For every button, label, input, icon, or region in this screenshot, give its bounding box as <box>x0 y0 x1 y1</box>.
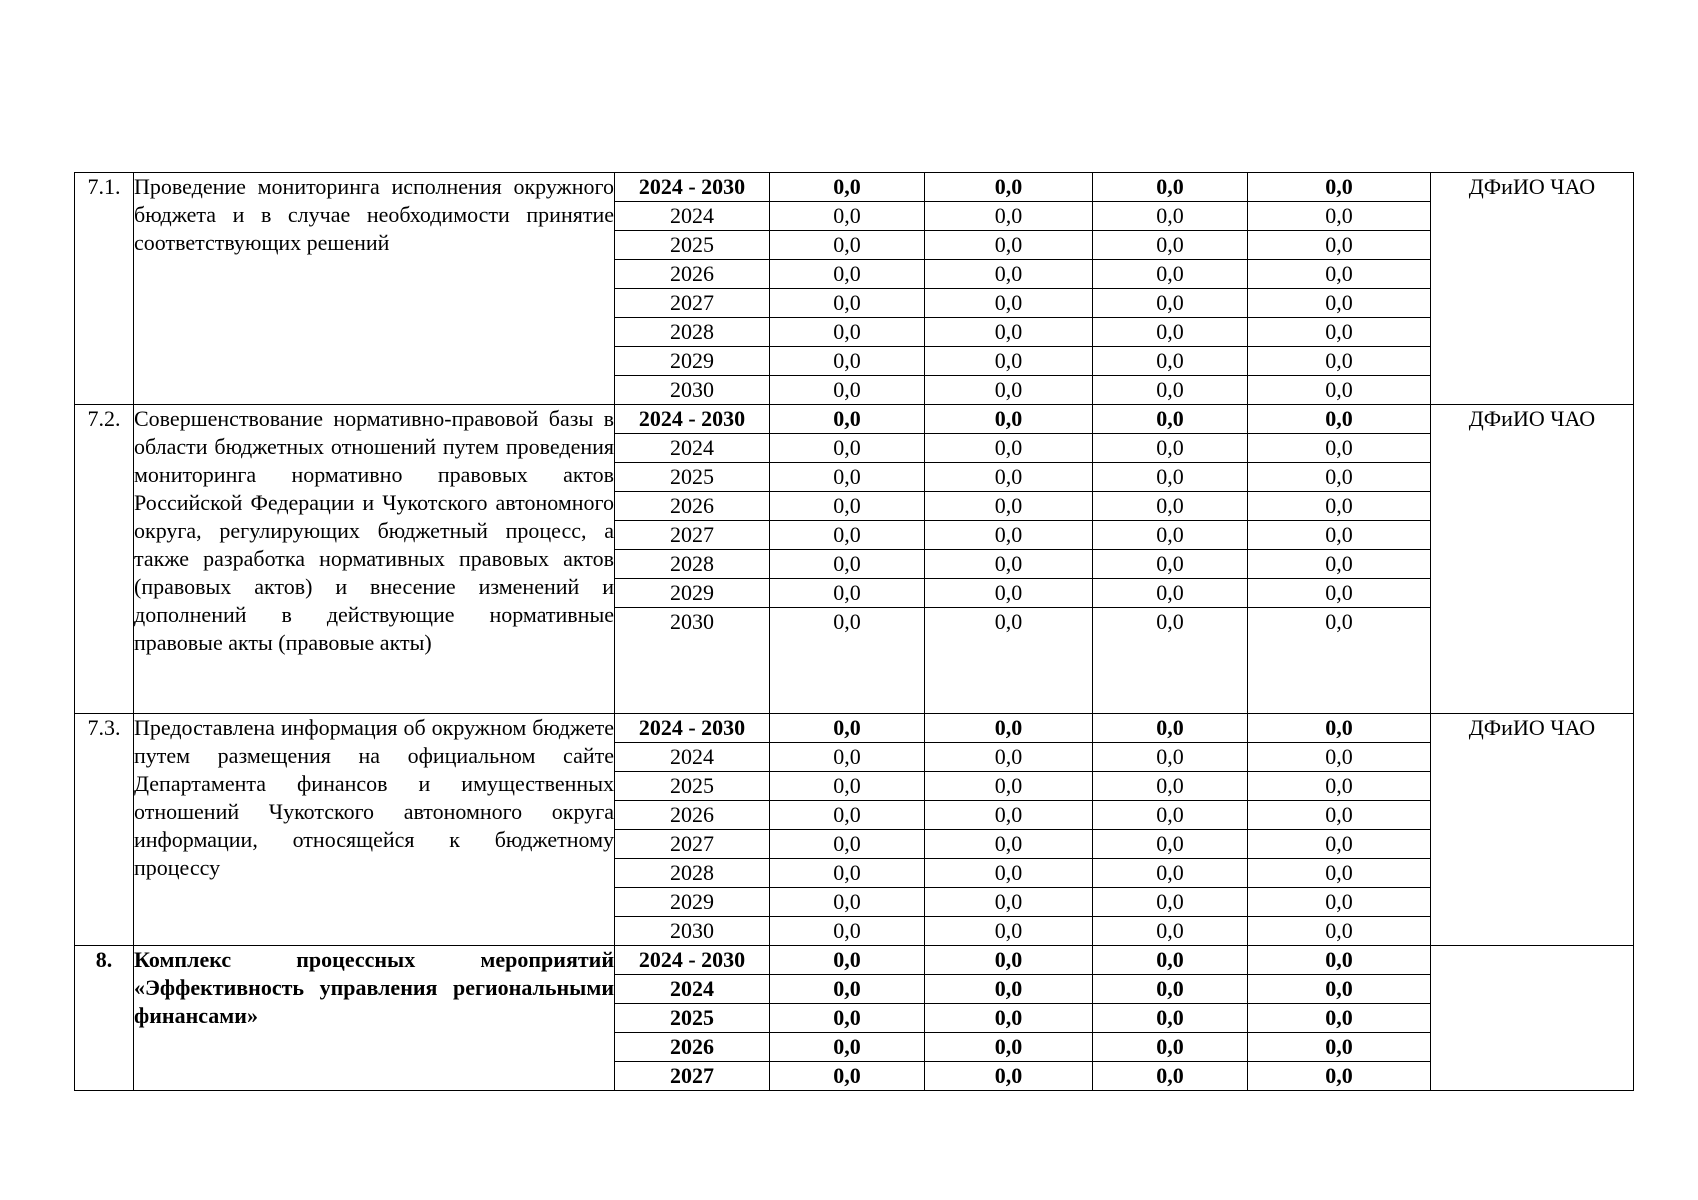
value-cell-2: 0,0 <box>925 202 1093 231</box>
value-cell-2: 0,0 <box>925 376 1093 405</box>
year-cell: 2027 <box>615 521 770 550</box>
value-cell-3: 0,0 <box>1093 434 1248 463</box>
value-cell-3: 0,0 <box>1093 1033 1248 1062</box>
value-cell-3: 0,0 <box>1093 859 1248 888</box>
value-cell-3: 0,0 <box>1093 714 1248 743</box>
item-number: 7.2. <box>75 405 134 714</box>
value-cell-3: 0,0 <box>1093 830 1248 859</box>
value-cell-2: 0,0 <box>925 830 1093 859</box>
responsible-executor: ДФиИО ЧАО <box>1431 405 1634 714</box>
value-cell-1: 0,0 <box>770 859 925 888</box>
value-cell-3: 0,0 <box>1093 289 1248 318</box>
value-cell-1: 0,0 <box>770 888 925 917</box>
value-cell-1: 0,0 <box>770 1033 925 1062</box>
value-cell-3: 0,0 <box>1093 772 1248 801</box>
year-cell: 2024 - 2030 <box>615 714 770 743</box>
value-cell-2: 0,0 <box>925 550 1093 579</box>
value-cell-3: 0,0 <box>1093 260 1248 289</box>
value-cell-4: 0,0 <box>1248 376 1431 405</box>
year-cell: 2027 <box>615 1062 770 1091</box>
year-cell: 2030 <box>615 917 770 946</box>
value-cell-4: 0,0 <box>1248 801 1431 830</box>
item-description: Предоставлена информация об окружном бюджете путем размещения на официальном сайте Департамента финансов и имущественных отношений Чукотского автономного округа информации, относящейся к бюджетному процессу <box>134 714 615 946</box>
value-cell-1: 0,0 <box>770 801 925 830</box>
value-cell-1: 0,0 <box>770 946 925 975</box>
value-cell-1: 0,0 <box>770 463 925 492</box>
item-description: Совершенствование нормативно-правовой базы в области бюджетных отношений путем проведения мониторинга нормативно правовых актов Российской Федерации и Чукотского автономного округа, регулирующих бюджетный процесс, а также разработка нормативных правовых актов (правовых актов) и внесение изменений и дополнений в действующие нормативные правовые акты (правовые акты) <box>134 405 615 714</box>
value-cell-4: 0,0 <box>1248 975 1431 1004</box>
value-cell-2: 0,0 <box>925 405 1093 434</box>
value-cell-1: 0,0 <box>770 260 925 289</box>
value-cell-3: 0,0 <box>1093 521 1248 550</box>
value-cell-2: 0,0 <box>925 801 1093 830</box>
year-cell: 2029 <box>615 579 770 608</box>
budget-table <box>74 172 1634 1091</box>
value-cell-3: 0,0 <box>1093 231 1248 260</box>
value-cell-2: 0,0 <box>925 347 1093 376</box>
value-cell-1: 0,0 <box>770 830 925 859</box>
value-cell-3: 0,0 <box>1093 405 1248 434</box>
value-cell-1: 0,0 <box>770 521 925 550</box>
value-cell-1: 0,0 <box>770 376 925 405</box>
value-cell-2: 0,0 <box>925 1004 1093 1033</box>
value-cell-1: 0,0 <box>770 434 925 463</box>
year-cell: 2030 <box>615 608 770 714</box>
value-cell-3: 0,0 <box>1093 347 1248 376</box>
value-cell-3: 0,0 <box>1093 946 1248 975</box>
item-description: Комплекс процессных мероприятий «Эффективность управления региональными финансами» <box>134 946 615 1091</box>
value-cell-4: 0,0 <box>1248 434 1431 463</box>
year-cell: 2026 <box>615 260 770 289</box>
year-cell: 2026 <box>615 492 770 521</box>
value-cell-4: 0,0 <box>1248 946 1431 975</box>
table-row <box>75 173 1634 202</box>
year-cell: 2027 <box>615 289 770 318</box>
value-cell-2: 0,0 <box>925 492 1093 521</box>
value-cell-4: 0,0 <box>1248 1033 1431 1062</box>
value-cell-1: 0,0 <box>770 714 925 743</box>
table-row <box>75 714 1634 743</box>
value-cell-1: 0,0 <box>770 347 925 376</box>
value-cell-3: 0,0 <box>1093 492 1248 521</box>
table-row <box>75 946 1634 975</box>
year-cell: 2024 <box>615 743 770 772</box>
value-cell-4: 0,0 <box>1248 492 1431 521</box>
value-cell-3: 0,0 <box>1093 608 1248 714</box>
value-cell-4: 0,0 <box>1248 347 1431 376</box>
value-cell-2: 0,0 <box>925 714 1093 743</box>
value-cell-1: 0,0 <box>770 579 925 608</box>
value-cell-3: 0,0 <box>1093 318 1248 347</box>
year-cell: 2024 - 2030 <box>615 946 770 975</box>
value-cell-2: 0,0 <box>925 463 1093 492</box>
value-cell-2: 0,0 <box>925 608 1093 714</box>
value-cell-1: 0,0 <box>770 550 925 579</box>
responsible-executor: ДФиИО ЧАО <box>1431 173 1634 405</box>
value-cell-2: 0,0 <box>925 975 1093 1004</box>
item-number: 8. <box>75 946 134 1091</box>
value-cell-2: 0,0 <box>925 231 1093 260</box>
value-cell-2: 0,0 <box>925 888 1093 917</box>
value-cell-2: 0,0 <box>925 859 1093 888</box>
value-cell-1: 0,0 <box>770 975 925 1004</box>
value-cell-1: 0,0 <box>770 917 925 946</box>
value-cell-4: 0,0 <box>1248 202 1431 231</box>
value-cell-4: 0,0 <box>1248 888 1431 917</box>
year-cell: 2025 <box>615 772 770 801</box>
year-cell: 2025 <box>615 1004 770 1033</box>
value-cell-4: 0,0 <box>1248 743 1431 772</box>
year-cell: 2025 <box>615 463 770 492</box>
year-cell: 2024 <box>615 202 770 231</box>
value-cell-4: 0,0 <box>1248 173 1431 202</box>
value-cell-4: 0,0 <box>1248 1004 1431 1033</box>
table-body <box>75 173 1634 1091</box>
value-cell-1: 0,0 <box>770 1004 925 1033</box>
year-cell: 2026 <box>615 1033 770 1062</box>
value-cell-4: 0,0 <box>1248 231 1431 260</box>
year-cell: 2024 <box>615 975 770 1004</box>
value-cell-3: 0,0 <box>1093 463 1248 492</box>
value-cell-4: 0,0 <box>1248 608 1431 714</box>
value-cell-4: 0,0 <box>1248 1062 1431 1091</box>
year-cell: 2024 - 2030 <box>615 405 770 434</box>
value-cell-2: 0,0 <box>925 318 1093 347</box>
value-cell-1: 0,0 <box>770 492 925 521</box>
value-cell-4: 0,0 <box>1248 289 1431 318</box>
value-cell-4: 0,0 <box>1248 463 1431 492</box>
year-cell: 2030 <box>615 376 770 405</box>
item-description: Проведение мониторинга исполнения окружного бюджета и в случае необходимости принятие соответствующих решений <box>134 173 615 405</box>
value-cell-3: 0,0 <box>1093 579 1248 608</box>
responsible-executor: ДФиИО ЧАО <box>1431 714 1634 946</box>
value-cell-1: 0,0 <box>770 289 925 318</box>
year-cell: 2026 <box>615 801 770 830</box>
value-cell-1: 0,0 <box>770 173 925 202</box>
value-cell-3: 0,0 <box>1093 173 1248 202</box>
value-cell-1: 0,0 <box>770 231 925 260</box>
value-cell-3: 0,0 <box>1093 202 1248 231</box>
value-cell-4: 0,0 <box>1248 830 1431 859</box>
value-cell-3: 0,0 <box>1093 975 1248 1004</box>
value-cell-1: 0,0 <box>770 608 925 714</box>
value-cell-2: 0,0 <box>925 946 1093 975</box>
value-cell-2: 0,0 <box>925 579 1093 608</box>
value-cell-1: 0,0 <box>770 743 925 772</box>
value-cell-1: 0,0 <box>770 772 925 801</box>
year-cell: 2028 <box>615 859 770 888</box>
value-cell-2: 0,0 <box>925 173 1093 202</box>
year-cell: 2028 <box>615 550 770 579</box>
value-cell-2: 0,0 <box>925 1033 1093 1062</box>
value-cell-1: 0,0 <box>770 318 925 347</box>
value-cell-4: 0,0 <box>1248 521 1431 550</box>
value-cell-4: 0,0 <box>1248 405 1431 434</box>
value-cell-4: 0,0 <box>1248 550 1431 579</box>
item-number: 7.1. <box>75 173 134 405</box>
value-cell-1: 0,0 <box>770 1062 925 1091</box>
year-cell: 2029 <box>615 888 770 917</box>
value-cell-4: 0,0 <box>1248 859 1431 888</box>
value-cell-3: 0,0 <box>1093 743 1248 772</box>
value-cell-2: 0,0 <box>925 434 1093 463</box>
value-cell-3: 0,0 <box>1093 1062 1248 1091</box>
value-cell-3: 0,0 <box>1093 1004 1248 1033</box>
value-cell-2: 0,0 <box>925 743 1093 772</box>
year-cell: 2024 - 2030 <box>615 173 770 202</box>
value-cell-3: 0,0 <box>1093 888 1248 917</box>
value-cell-1: 0,0 <box>770 405 925 434</box>
value-cell-2: 0,0 <box>925 521 1093 550</box>
value-cell-4: 0,0 <box>1248 917 1431 946</box>
value-cell-4: 0,0 <box>1248 772 1431 801</box>
value-cell-2: 0,0 <box>925 772 1093 801</box>
value-cell-3: 0,0 <box>1093 376 1248 405</box>
value-cell-3: 0,0 <box>1093 550 1248 579</box>
year-cell: 2028 <box>615 318 770 347</box>
value-cell-2: 0,0 <box>925 260 1093 289</box>
year-cell: 2027 <box>615 830 770 859</box>
year-cell: 2029 <box>615 347 770 376</box>
table-row <box>75 405 1634 434</box>
year-cell: 2024 <box>615 434 770 463</box>
value-cell-4: 0,0 <box>1248 714 1431 743</box>
responsible-executor <box>1431 946 1634 1091</box>
value-cell-2: 0,0 <box>925 917 1093 946</box>
value-cell-2: 0,0 <box>925 1062 1093 1091</box>
value-cell-1: 0,0 <box>770 202 925 231</box>
value-cell-4: 0,0 <box>1248 318 1431 347</box>
value-cell-2: 0,0 <box>925 289 1093 318</box>
value-cell-3: 0,0 <box>1093 917 1248 946</box>
value-cell-4: 0,0 <box>1248 579 1431 608</box>
year-cell: 2025 <box>615 231 770 260</box>
value-cell-3: 0,0 <box>1093 801 1248 830</box>
item-number: 7.3. <box>75 714 134 946</box>
value-cell-4: 0,0 <box>1248 260 1431 289</box>
